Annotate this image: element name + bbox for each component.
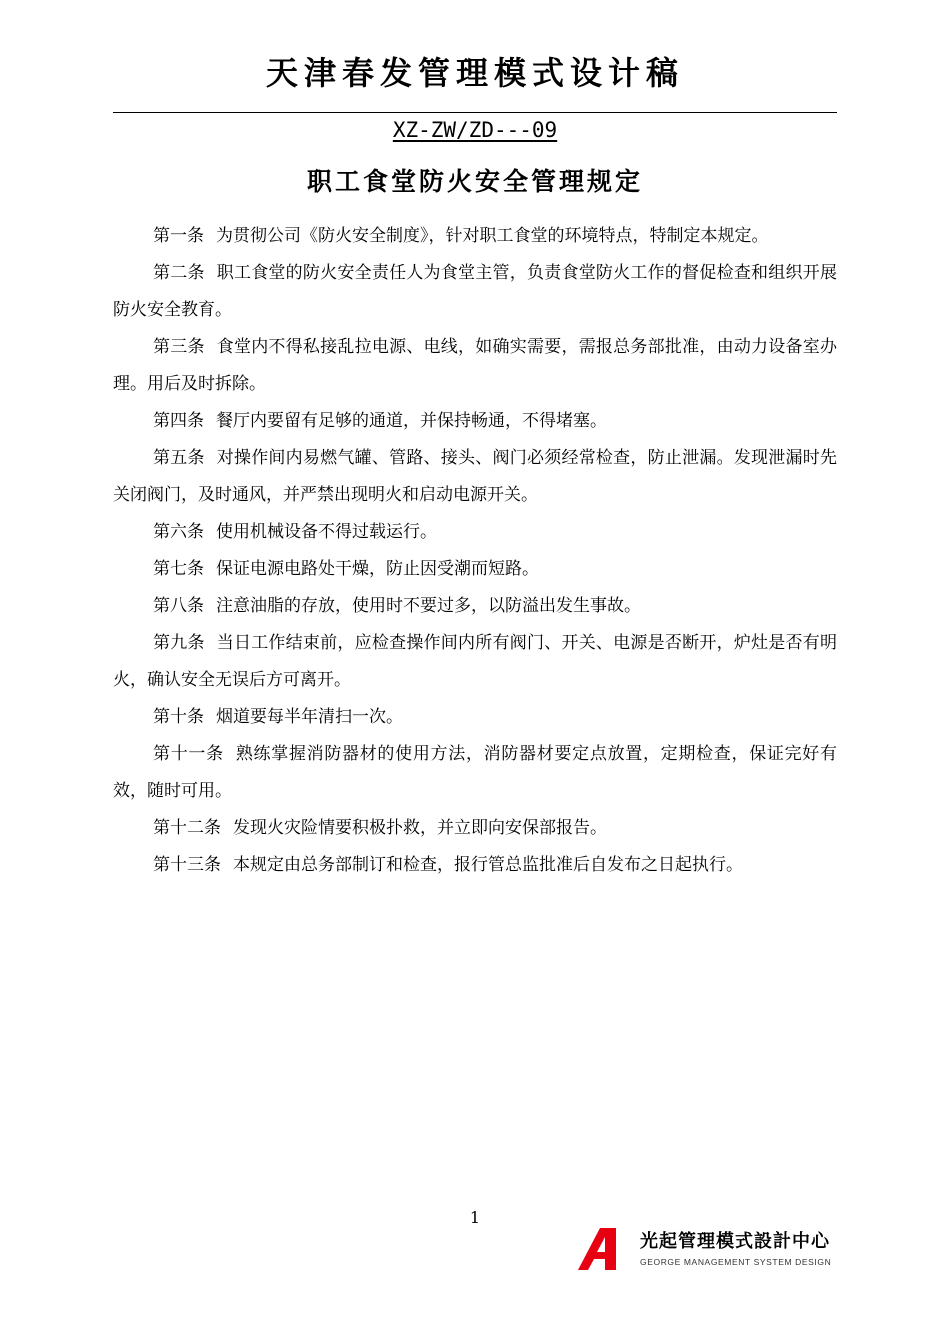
article-text: 熟练掌握消防器材的使用方法，消防器材要定点放置，定期检查，保证完好有效，随时可用。 — [113, 744, 838, 801]
article-8 — [113, 588, 837, 625]
article-text: 保证电源电路处干燥，防止因受潮而短路。 — [216, 559, 539, 579]
article-6 — [113, 514, 837, 551]
document-code-text: XZ-ZW/ZD---09 — [392, 118, 558, 142]
logo-company-name: 光起管理模式設計中心 — [640, 1231, 830, 1252]
article-text: 烟道要每半年清扫一次。 — [216, 707, 403, 727]
logo-company-subtitle: GEORGE MANAGEMENT SYSTEM DESIGN — [640, 1257, 832, 1267]
article-number: 第十二条 — [153, 818, 221, 838]
article-number: 第七条 — [153, 559, 204, 579]
article-5 — [113, 440, 837, 514]
article-number: 第四条 — [153, 411, 204, 431]
article-text: 对操作间内易燃气罐、管路、接头、阀门必须经常检查，防止泄漏。发现泄漏时先关闭阀门，及时通风，并严禁出现明火和启动电源开关。 — [113, 448, 838, 505]
article-text: 食堂内不得私接乱拉电源、电线，如确实需要，需报总务部批准，由动力设备室办理。用后及时拆除。 — [113, 337, 838, 394]
header-title: 天津春发管理模式设计稿 — [265, 54, 684, 92]
article-9 — [113, 625, 837, 699]
article-number: 第二条 — [153, 263, 205, 283]
article-text: 使用机械设备不得过载运行。 — [216, 522, 437, 542]
article-text: 发现火灾险情要积极扑救，并立即向安保部报告。 — [233, 818, 607, 838]
article-text: 本规定由总务部制订和检查，报行管总监批准后自发布之日起执行。 — [233, 855, 743, 875]
article-11 — [113, 736, 837, 810]
article-number: 第十三条 — [153, 855, 221, 875]
article-text: 当日工作结束前，应检查操作间内所有阀门、开关、电源是否断开，炉灶是否有明火，确认安全无误后方可离开。 — [113, 633, 838, 690]
article-7 — [113, 551, 837, 588]
article-13 — [113, 847, 837, 884]
company-logo — [578, 1228, 840, 1270]
letter-a-logo-icon — [578, 1228, 632, 1270]
article-number: 第八条 — [153, 596, 204, 616]
article-number: 第九条 — [153, 633, 205, 653]
article-number: 第三条 — [153, 337, 205, 357]
article-1 — [113, 218, 837, 255]
article-3 — [113, 329, 837, 403]
article-10 — [113, 699, 837, 736]
article-number: 第五条 — [153, 448, 205, 468]
article-text: 注意油脂的存放，使用时不要过多，以防溢出发生事故。 — [216, 596, 641, 616]
article-number: 第六条 — [153, 522, 204, 542]
document-title: 职工食堂防火安全管理规定 — [306, 167, 643, 196]
article-number: 第一条 — [153, 226, 204, 246]
article-12 — [113, 810, 837, 847]
article-2 — [113, 255, 837, 329]
document-code — [0, 114, 950, 146]
page-number: 1 — [469, 1208, 481, 1227]
header-divider — [113, 112, 837, 113]
article-text: 餐厅内要留有足够的通道，并保持畅通，不得堵塞。 — [216, 411, 607, 431]
article-number: 第十条 — [153, 707, 204, 727]
article-number: 第十一条 — [153, 744, 224, 764]
article-4 — [113, 403, 837, 440]
article-text: 职工食堂的防火安全责任人为食堂主管，负责食堂防火工作的督促检查和组织开展防火安全教育。 — [113, 263, 838, 320]
article-list — [113, 218, 837, 884]
article-text: 为贯彻公司《防火安全制度》，针对职工食堂的环境特点，特制定本规定。 — [216, 226, 769, 246]
